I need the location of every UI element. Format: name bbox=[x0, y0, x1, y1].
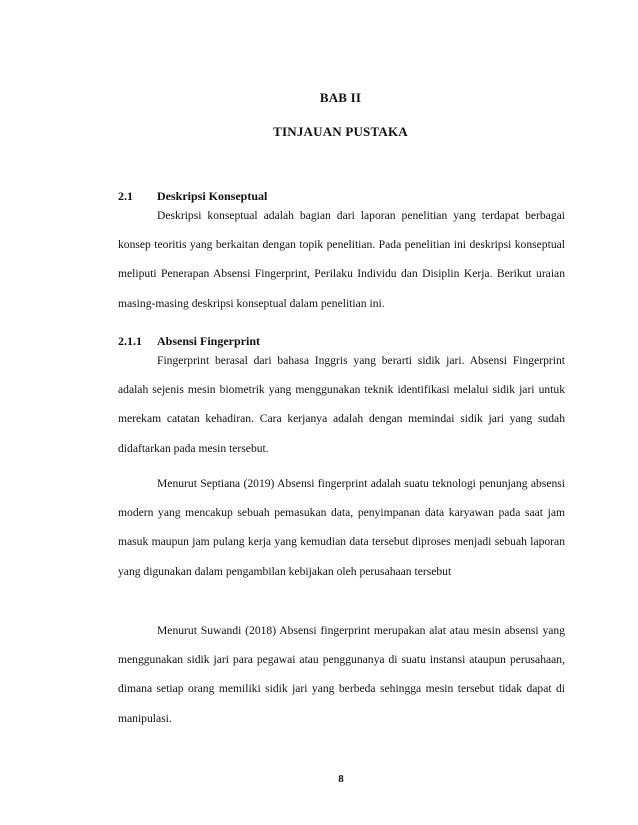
page-number: 8 bbox=[338, 773, 344, 785]
paragraph-fingerprint-definition: Fingerprint berasal dari bahasa Inggris yang berarti sidik jari. Absensi Fingerprint adalah sejenis mesin biometrik yang menggunakan teknik identifikasi melalui sidik jari untuk merekam catatan kehadiran. Cara kerjanya adalah dengan memindai sidik jari yang sudah didaftarkan pada mesin tersebut. bbox=[118, 354, 565, 455]
chapter-title: TINJAUAN PUSTAKA bbox=[273, 124, 408, 139]
chapter-number: BAB II bbox=[319, 90, 362, 105]
section-title: Deskripsi Konseptual bbox=[157, 189, 268, 203]
section-number: 2.1 bbox=[118, 189, 133, 203]
paragraph-deskripsi-konseptual: Deskripsi konseptual adalah bagian dari laporan penelitian yang terdapat berbagai konsep teoritis yang berkaitan dengan topik penelitian. Pada penelitian ini deskripsi konseptual meliputi Penerapan Absensi Fingerprint, Perilaku Individu dan Disiplin Kerja. Berikut uraian masing-masing deskripsi konseptual dalam penelitian ini. bbox=[118, 209, 565, 310]
paragraph-septiana: Menurut Septiana (2019) Absensi fingerprint adalah suatu teknologi penunjang absensi modern yang mencakup sebuah pemasukan data, penyimpanan data karyawan pada saat jam masuk maupun jam pulang kerja yang kemudian data tersebut diproses menjadi sebuah laporan yang digunakan dalam pengambilan kebijakan oleh perusahaan tersebut bbox=[118, 477, 565, 578]
paragraph-suwandi: Menurut Suwandi (2018) Absensi fingerprint merupakan alat atau mesin absensi yang menggunakan sidik jari para pegawai atau penggunanya di suatu instansi ataupun perusahaan, dimana setiap orang memiliki sidik jari yang berbeda sehingga mesin tersebut tidak dapat di manipulasi. bbox=[118, 624, 565, 725]
section-number: 2.1.1 bbox=[118, 334, 142, 348]
section-title: Absensi Fingerprint bbox=[157, 334, 261, 348]
